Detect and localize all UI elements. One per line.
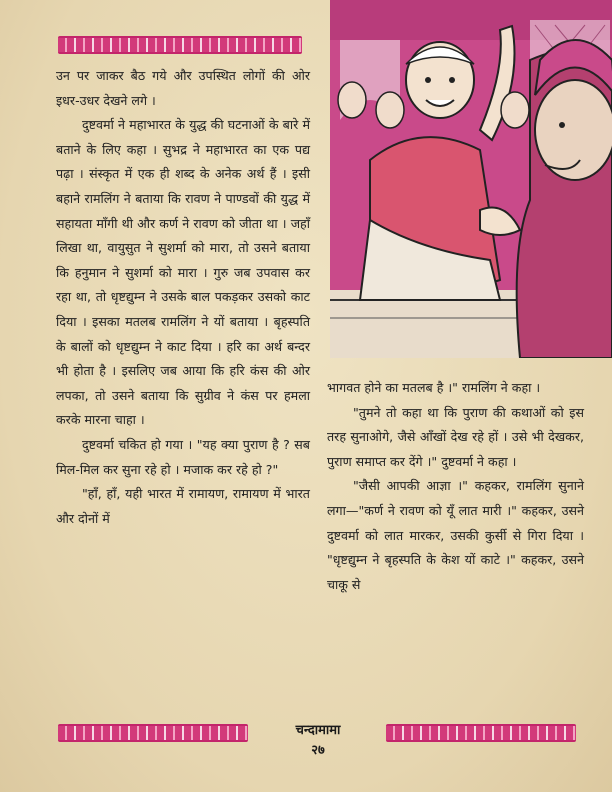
story-illustration [330,0,612,358]
paragraph: दुष्टवर्मा ने महाभारत के युद्ध की घटनाओं के बारे में बताने के लिए कहा । सुभद्र ने महाभारत का एक पद्य पढ़ा । संस्कृत में एक ही शब्द के अनेक अर्थ हैं । इसी बहाने रामलिंग ने बताया कि रावण ने पाण्डवों की युद्ध में सहायता माँगी थी और कर्ण ने रावण को जीता था । जहाँ लिखा था, वायुसुत ने सुशर्मा को मारा, तो उसने बताया कि हनुमान ने सुशर्मा को मारा । गुरु जब उपवास कर रहा था, तो धृष्टद्युम्न ने उसके बाल पकड़कर उसको काट दिया । इसका मतलब रामलिंग ने यों बताया । बृहस्पति के बालों को धृष्टद्युम्न ने काट दिया । हरि का अर्थ बन्दर भी होता है । इसलिए जब आया कि हरि कंस की ओर लपका, तो उसने बताया कि सुग्रीव ने कंस पर हमला करके मारना चाहा । [56,117,310,428]
right-text-column [327,376,584,597]
paragraph: उन पर जाकर बैठ गये और उपस्थित लोगों की ओर इधर-उधर देखने लगे । [56,68,310,108]
decorative-border-bottom-left [58,724,248,742]
left-text-column [56,64,310,531]
page-number: २७ [311,743,325,758]
paragraph: "तुमने तो कहा था कि पुराण की कथाओं को इस तरह सुनाओगे, जैसे आँखों देख रहे हों । उसे भी देखकर, पुराण समाप्त कर देंगे ।" दुष्टवर्मा ने कहा । [327,404,584,469]
illustration-drawing [330,0,612,358]
decorative-border-bottom-right [386,724,576,742]
paragraph: भागवत होने का मतलब है ।" रामलिंग ने कहा । [327,380,541,395]
paragraph: "हाँ, हाँ, यही भारत में रामायण, रामायण में भारत और दोनों में [56,486,310,526]
decorative-border-top [58,36,302,54]
magazine-title: चन्दामामा [295,723,341,738]
paragraph: "जैसी आपकी आज्ञा ।" कहकर, रामलिंग सुनाने लगा—"कर्ण ने रावण को यूँ लात मारी ।" कहकर, उसने दुष्टवर्मा को लात मारकर, उसकी कुर्सी से गिरा दिया । "धृष्टद्युम्न ने बृहस्पति के केश यों काटे ।" कहकर, उसने चाकू से [327,478,584,592]
paragraph: दुष्टवर्मा चकित हो गया । "यह क्या पुराण है ? सब मिल-मिल कर सुना रहे हो । मजाक कर रहे हो ?" [56,436,310,477]
